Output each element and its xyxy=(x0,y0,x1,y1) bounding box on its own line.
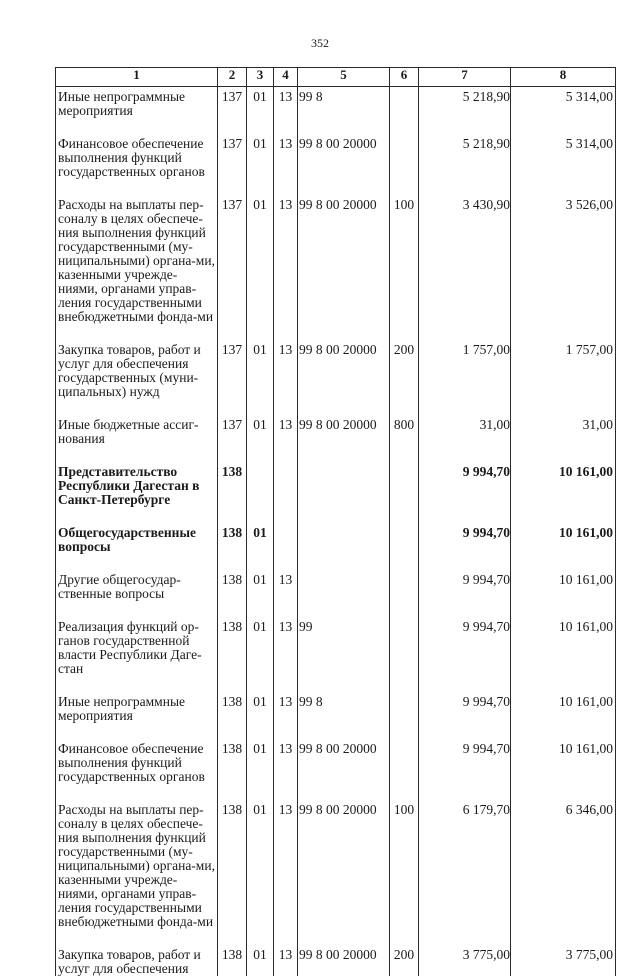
row-name-cell: Иные бюджетные ассиг-нования xyxy=(56,418,218,446)
amount-cell: 3 430,90 xyxy=(419,198,511,324)
target-article-cell: 99 8 00 20000 xyxy=(298,742,390,784)
amount-cell: 9 994,70 xyxy=(419,465,511,507)
subsection-cell: 13 xyxy=(274,418,298,446)
expense-type-cell: 100 xyxy=(390,198,419,324)
section-cell: 01 xyxy=(247,198,274,324)
code-cell: 138 xyxy=(218,573,247,601)
spacer-cell xyxy=(419,929,511,948)
column-header: 1 xyxy=(56,68,218,87)
spacer-cell xyxy=(274,179,298,198)
spacer-cell xyxy=(274,118,298,137)
spacer-cell xyxy=(218,676,247,695)
spacer-cell xyxy=(511,324,616,343)
spacer-cell xyxy=(298,324,390,343)
spacer-cell xyxy=(218,507,247,526)
spacer-cell xyxy=(274,601,298,620)
spacer-cell xyxy=(390,118,419,137)
spacer-cell xyxy=(56,399,218,418)
amount-cell: 5 218,90 xyxy=(419,137,511,179)
spacer-cell xyxy=(419,446,511,465)
spacer-cell xyxy=(511,507,616,526)
code-cell: 138 xyxy=(218,948,247,976)
code-cell: 137 xyxy=(218,343,247,399)
expense-type-cell: 100 xyxy=(390,803,419,929)
row-name-cell: Реализация функций ор-ганов государственной власти Республики Даге-стан xyxy=(56,620,218,676)
table-row xyxy=(56,742,616,784)
spacer-cell xyxy=(218,784,247,803)
spacer-cell xyxy=(511,118,616,137)
spacer-cell xyxy=(218,723,247,742)
column-header: 8 xyxy=(511,68,616,87)
spacer-cell xyxy=(390,554,419,573)
amount-cell: 9 994,70 xyxy=(419,620,511,676)
column-header: 2 xyxy=(218,68,247,87)
spacer-cell xyxy=(298,676,390,695)
amount-cell: 9 994,70 xyxy=(419,573,511,601)
spacer-cell xyxy=(56,554,218,573)
spacer-cell xyxy=(218,118,247,137)
spacer-cell xyxy=(419,676,511,695)
target-article-cell xyxy=(298,465,390,507)
row-spacer xyxy=(56,929,616,948)
spacer-cell xyxy=(419,723,511,742)
table-row xyxy=(56,803,616,929)
spacer-cell xyxy=(218,446,247,465)
target-article-cell: 99 8 xyxy=(298,695,390,723)
spacer-cell xyxy=(56,929,218,948)
expense-type-cell xyxy=(390,573,419,601)
table-header-row xyxy=(56,68,616,87)
amount-cell: 10 161,00 xyxy=(511,526,616,554)
column-header: 5 xyxy=(298,68,390,87)
spacer-cell xyxy=(298,118,390,137)
spacer-cell xyxy=(247,784,274,803)
spacer-cell xyxy=(511,676,616,695)
spacer-cell xyxy=(419,507,511,526)
column-header: 7 xyxy=(419,68,511,87)
amount-cell: 5 314,00 xyxy=(511,137,616,179)
spacer-cell xyxy=(56,118,218,137)
spacer-cell xyxy=(419,554,511,573)
target-article-cell: 99 8 00 20000 xyxy=(298,198,390,324)
spacer-cell xyxy=(390,324,419,343)
spacer-cell xyxy=(56,507,218,526)
spacer-cell xyxy=(218,554,247,573)
spacer-cell xyxy=(274,507,298,526)
section-cell: 01 xyxy=(247,948,274,976)
code-cell: 138 xyxy=(218,465,247,507)
section-cell: 01 xyxy=(247,526,274,554)
expense-type-cell xyxy=(390,526,419,554)
spacer-cell xyxy=(298,554,390,573)
spacer-cell xyxy=(274,676,298,695)
spacer-cell xyxy=(247,179,274,198)
table-row xyxy=(56,465,616,507)
spacer-cell xyxy=(298,601,390,620)
subsection-cell: 13 xyxy=(274,198,298,324)
spacer-cell xyxy=(511,929,616,948)
amount-cell: 10 161,00 xyxy=(511,695,616,723)
section-cell: 01 xyxy=(247,418,274,446)
spacer-cell xyxy=(298,929,390,948)
table-row xyxy=(56,620,616,676)
subsection-cell xyxy=(274,465,298,507)
expense-type-cell: 200 xyxy=(390,948,419,976)
section-cell: 01 xyxy=(247,87,274,119)
spacer-cell xyxy=(247,554,274,573)
spacer-cell xyxy=(390,507,419,526)
target-article-cell xyxy=(298,573,390,601)
spacer-cell xyxy=(247,118,274,137)
row-name-cell: Иные непрограммные мероприятия xyxy=(56,695,218,723)
spacer-cell xyxy=(274,446,298,465)
spacer-cell xyxy=(390,601,419,620)
spacer-cell xyxy=(511,179,616,198)
spacer-cell xyxy=(419,399,511,418)
spacer-cell xyxy=(419,179,511,198)
expense-type-cell: 800 xyxy=(390,418,419,446)
spacer-cell xyxy=(419,601,511,620)
amount-cell: 5 218,90 xyxy=(419,87,511,119)
section-cell: 01 xyxy=(247,343,274,399)
subsection-cell: 13 xyxy=(274,948,298,976)
amount-cell: 10 161,00 xyxy=(511,573,616,601)
row-name-cell: Расходы на выплаты пер-соналу в целях обеспече-ния выполнения функций государственными (му-ниципальными) органа-ми, казенными учрежде-ниями, органами управ-ления государственными внебюджетными фонда-ми xyxy=(56,803,218,929)
subsection-cell: 13 xyxy=(274,695,298,723)
row-spacer xyxy=(56,399,616,418)
amount-cell: 3 775,00 xyxy=(419,948,511,976)
code-cell: 138 xyxy=(218,695,247,723)
subsection-cell: 13 xyxy=(274,803,298,929)
code-cell: 137 xyxy=(218,87,247,119)
table-row xyxy=(56,137,616,179)
spacer-cell xyxy=(56,676,218,695)
spacer-cell xyxy=(390,784,419,803)
spacer-cell xyxy=(419,784,511,803)
table-row xyxy=(56,87,616,119)
spacer-cell xyxy=(56,784,218,803)
table-row xyxy=(56,526,616,554)
row-spacer xyxy=(56,446,616,465)
code-cell: 137 xyxy=(218,198,247,324)
target-article-cell xyxy=(298,526,390,554)
target-article-cell: 99 8 00 20000 xyxy=(298,803,390,929)
row-spacer xyxy=(56,784,616,803)
amount-cell: 31,00 xyxy=(419,418,511,446)
spacer-cell xyxy=(390,446,419,465)
spacer-cell xyxy=(419,118,511,137)
code-cell: 137 xyxy=(218,418,247,446)
amount-cell: 6 179,70 xyxy=(419,803,511,929)
section-cell: 01 xyxy=(247,137,274,179)
spacer-cell xyxy=(218,324,247,343)
row-spacer xyxy=(56,118,616,137)
column-header: 4 xyxy=(274,68,298,87)
spacer-cell xyxy=(56,446,218,465)
subsection-cell: 13 xyxy=(274,343,298,399)
expense-type-cell xyxy=(390,465,419,507)
row-name-cell: Расходы на выплаты пер-соналу в целях обеспече-ния выполнения функций государственными (му-ниципальными) органа-ми, казенными учрежде-ниями, органами управ-ления государственными внебюджетными фонда-ми xyxy=(56,198,218,324)
section-cell: 01 xyxy=(247,695,274,723)
target-article-cell: 99 8 00 20000 xyxy=(298,948,390,976)
expense-type-cell xyxy=(390,87,419,119)
amount-cell: 10 161,00 xyxy=(511,465,616,507)
column-header: 3 xyxy=(247,68,274,87)
spacer-cell xyxy=(511,723,616,742)
subsection-cell: 13 xyxy=(274,573,298,601)
spacer-cell xyxy=(390,676,419,695)
section-cell: 01 xyxy=(247,573,274,601)
spacer-cell xyxy=(247,446,274,465)
row-spacer xyxy=(56,179,616,198)
budget-table xyxy=(55,67,616,976)
row-name-cell: Иные непрограммные мероприятия xyxy=(56,87,218,119)
spacer-cell xyxy=(298,507,390,526)
spacer-cell xyxy=(247,723,274,742)
table-row xyxy=(56,343,616,399)
code-cell: 138 xyxy=(218,620,247,676)
spacer-cell xyxy=(390,179,419,198)
row-name-cell: Общегосударственные вопросы xyxy=(56,526,218,554)
spacer-cell xyxy=(247,324,274,343)
row-name-cell: Финансовое обеспечение выполнения функций государственных органов xyxy=(56,742,218,784)
row-spacer xyxy=(56,507,616,526)
amount-cell: 31,00 xyxy=(511,418,616,446)
spacer-cell xyxy=(511,784,616,803)
row-spacer xyxy=(56,601,616,620)
expense-type-cell xyxy=(390,137,419,179)
spacer-cell xyxy=(511,399,616,418)
spacer-cell xyxy=(247,601,274,620)
expense-type-cell xyxy=(390,620,419,676)
spacer-cell xyxy=(218,929,247,948)
spacer-cell xyxy=(218,179,247,198)
subsection-cell: 13 xyxy=(274,742,298,784)
spacer-cell xyxy=(274,399,298,418)
table-row xyxy=(56,695,616,723)
spacer-cell xyxy=(298,179,390,198)
target-article-cell: 99 xyxy=(298,620,390,676)
section-cell: 01 xyxy=(247,620,274,676)
table-body xyxy=(56,87,616,976)
amount-cell: 10 161,00 xyxy=(511,742,616,784)
expense-type-cell xyxy=(390,695,419,723)
amount-cell: 9 994,70 xyxy=(419,742,511,784)
spacer-cell xyxy=(247,507,274,526)
spacer-cell xyxy=(56,324,218,343)
section-cell: 01 xyxy=(247,742,274,784)
spacer-cell xyxy=(56,601,218,620)
spacer-cell xyxy=(511,554,616,573)
amount-cell: 9 994,70 xyxy=(419,695,511,723)
expense-type-cell: 200 xyxy=(390,343,419,399)
spacer-cell xyxy=(274,784,298,803)
target-article-cell: 99 8 00 20000 xyxy=(298,137,390,179)
spacer-cell xyxy=(218,399,247,418)
row-name-cell: Представительство Республики Дагестан в Санкт-Петербурге xyxy=(56,465,218,507)
amount-cell: 5 314,00 xyxy=(511,87,616,119)
amount-cell: 6 346,00 xyxy=(511,803,616,929)
row-spacer xyxy=(56,554,616,573)
expense-type-cell xyxy=(390,742,419,784)
row-spacer xyxy=(56,723,616,742)
column-header: 6 xyxy=(390,68,419,87)
spacer-cell xyxy=(390,929,419,948)
row-name-cell: Другие общегосудар-ственные вопросы xyxy=(56,573,218,601)
spacer-cell xyxy=(218,601,247,620)
amount-cell: 3 526,00 xyxy=(511,198,616,324)
spacer-cell xyxy=(274,723,298,742)
target-article-cell: 99 8 00 20000 xyxy=(298,418,390,446)
spacer-cell xyxy=(247,676,274,695)
spacer-cell xyxy=(298,399,390,418)
amount-cell: 9 994,70 xyxy=(419,526,511,554)
amount-cell: 3 775,00 xyxy=(511,948,616,976)
table-row xyxy=(56,573,616,601)
spacer-cell xyxy=(511,601,616,620)
table-row xyxy=(56,198,616,324)
spacer-cell xyxy=(390,399,419,418)
spacer-cell xyxy=(511,446,616,465)
spacer-cell xyxy=(274,324,298,343)
subsection-cell: 13 xyxy=(274,87,298,119)
spacer-cell xyxy=(298,446,390,465)
spacer-cell xyxy=(298,723,390,742)
spacer-cell xyxy=(274,929,298,948)
code-cell: 137 xyxy=(218,137,247,179)
spacer-cell xyxy=(56,179,218,198)
row-spacer xyxy=(56,324,616,343)
spacer-cell xyxy=(298,784,390,803)
table-row xyxy=(56,418,616,446)
subsection-cell: 13 xyxy=(274,137,298,179)
amount-cell: 1 757,00 xyxy=(511,343,616,399)
code-cell: 138 xyxy=(218,526,247,554)
table-row xyxy=(56,948,616,976)
spacer-cell xyxy=(56,723,218,742)
row-name-cell: Закупка товаров, работ и услуг для обеспечения государственных (муни-ципальных) нужд xyxy=(56,343,218,399)
amount-cell: 1 757,00 xyxy=(419,343,511,399)
row-name-cell: Закупка товаров, работ и услуг для обеспечения xyxy=(56,948,218,976)
subsection-cell xyxy=(274,526,298,554)
code-cell: 138 xyxy=(218,803,247,929)
spacer-cell xyxy=(274,554,298,573)
subsection-cell: 13 xyxy=(274,620,298,676)
page-number: 352 xyxy=(0,36,640,51)
spacer-cell xyxy=(247,929,274,948)
row-spacer xyxy=(56,676,616,695)
row-name-cell: Финансовое обеспечение выполнения функций государственных органов xyxy=(56,137,218,179)
section-cell xyxy=(247,465,274,507)
spacer-cell xyxy=(247,399,274,418)
amount-cell: 10 161,00 xyxy=(511,620,616,676)
code-cell: 138 xyxy=(218,742,247,784)
section-cell: 01 xyxy=(247,803,274,929)
spacer-cell xyxy=(419,324,511,343)
spacer-cell xyxy=(390,723,419,742)
target-article-cell: 99 8 00 20000 xyxy=(298,343,390,399)
target-article-cell: 99 8 xyxy=(298,87,390,119)
